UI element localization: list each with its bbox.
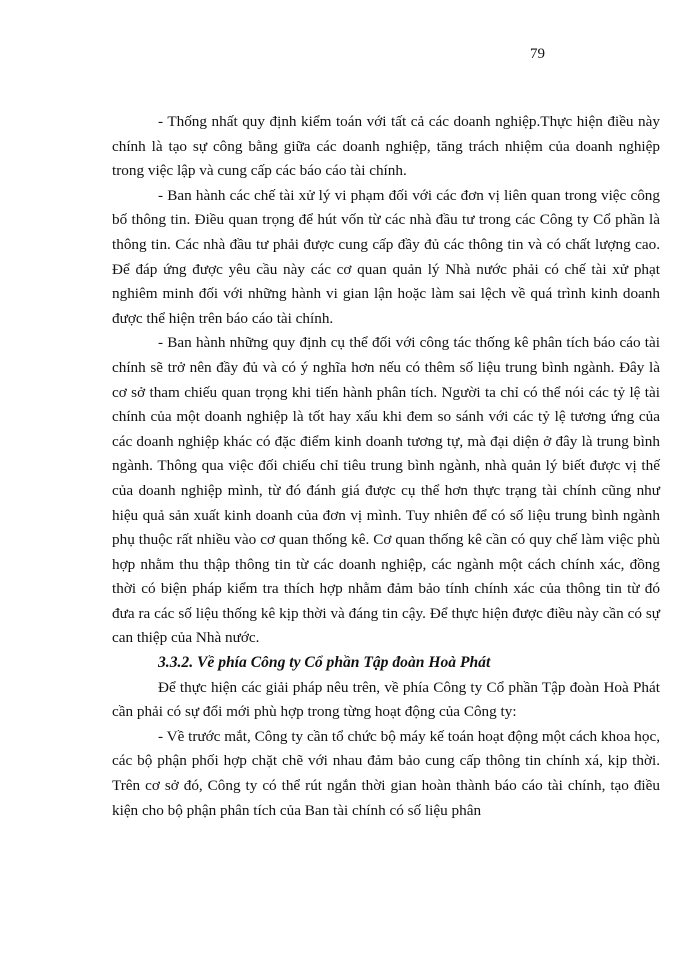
page-number: 79 — [530, 46, 545, 62]
section-heading: 3.3.2. Về phía Công ty Cổ phần Tập đoàn Hoà Phát — [158, 654, 491, 672]
body-text — [112, 110, 660, 823]
paragraph-sanctions: - Ban hành các chế tài xử lý vi phạm đối với các đơn vị liên quan trong việc công bố thông tin. Điều quan trọng để hút vốn từ các nhà đầu tư trong các Công ty Cổ phần là thông tin. Các nhà đầu tư phải được cung cấp đầy đủ các thông tin và có chất lượng cao. Để đáp ứng được yêu cầu này các cơ quan quản lý Nhà nước phải có chế tài xử phạt nghiêm minh đối với những hành vi gian lận hoặc làm sai lệch về quá trình kinh doanh được thể hiện trên báo cáo tài chính. — [112, 186, 660, 327]
paragraph-company-intro: Để thực hiện các giải pháp nêu trên, về phía Công ty Cổ phần Tập đoàn Hoà Phát cần phải có sự đổi mới phù hợp trong từng hoạt động của Công ty: — [112, 678, 660, 721]
paragraph-accounting-organization: - Về trước mắt, Công ty cần tổ chức bộ máy kế toán hoạt động một cách khoa học, các bộ phận phối hợp chặt chẽ với nhau đảm bảo cung cấp thông tin chính xá, kịp thời. Trên cơ sở đó, Công ty có thể rút ngắn thời gian hoàn thành báo cáo tài chính, tạo điều kiện cho bộ phận phân tích của Ban tài chính có số liệu phân — [112, 727, 660, 819]
paragraph-statistics: - Ban hành những quy định cụ thể đối với công tác thống kê phân tích báo cáo tài chính sẽ trở nên đầy đủ và có ý nghĩa hơn nếu có thêm số liệu trung bình ngành. Đây là cơ sở tham chiếu quan trọng khi tiến hành phân tích. Người ta chỉ có thể nói các tỷ lệ tài chính của một doanh nghiệp là tốt hay xấu khi đem so sánh với các tỷ lệ tương ứng của các doanh nghiệp khác có đặc điểm kinh doanh tương tự, mà đại diện ở đây là trung bình ngành. Thông qua việc đối chiếu chỉ tiêu trung bình ngành, nhà quản lý biết được vị thế của doanh nghiệp mình, từ đó đánh giá được cụ thể hơn thực trạng tài chính cũng như hiệu quả sản xuất kinh doanh của đơn vị mình. Tuy nhiên để có số liệu trung bình ngành phụ thuộc rất nhiều vào cơ quan thống kê. Cơ quan thống kê cần có quy chế làm việc phù hợp nhằm thu thập thông tin từ các doanh nghiệp, các ngành một cách chính xác, đồng thời có biện pháp kiểm tra thích hợp nhằm đảm bảo tính chính xác của thông tin từ đó đưa ra các số liệu thống kê kịp thời và đáng tin cậy. Để thực hiện được điều này cần có sự can thiệp của Nhà nước. — [112, 334, 660, 647]
paragraph-audit-regulation: - Thống nhất quy định kiểm toán với tất cả các doanh nghiệp.Thực hiện điều này chính là tạo sự công bằng giữa các doanh nghiệp, tăng trách nhiệm của doanh nghiệp trong việc lập và cung cấp các báo cáo tài chính. — [112, 113, 660, 180]
